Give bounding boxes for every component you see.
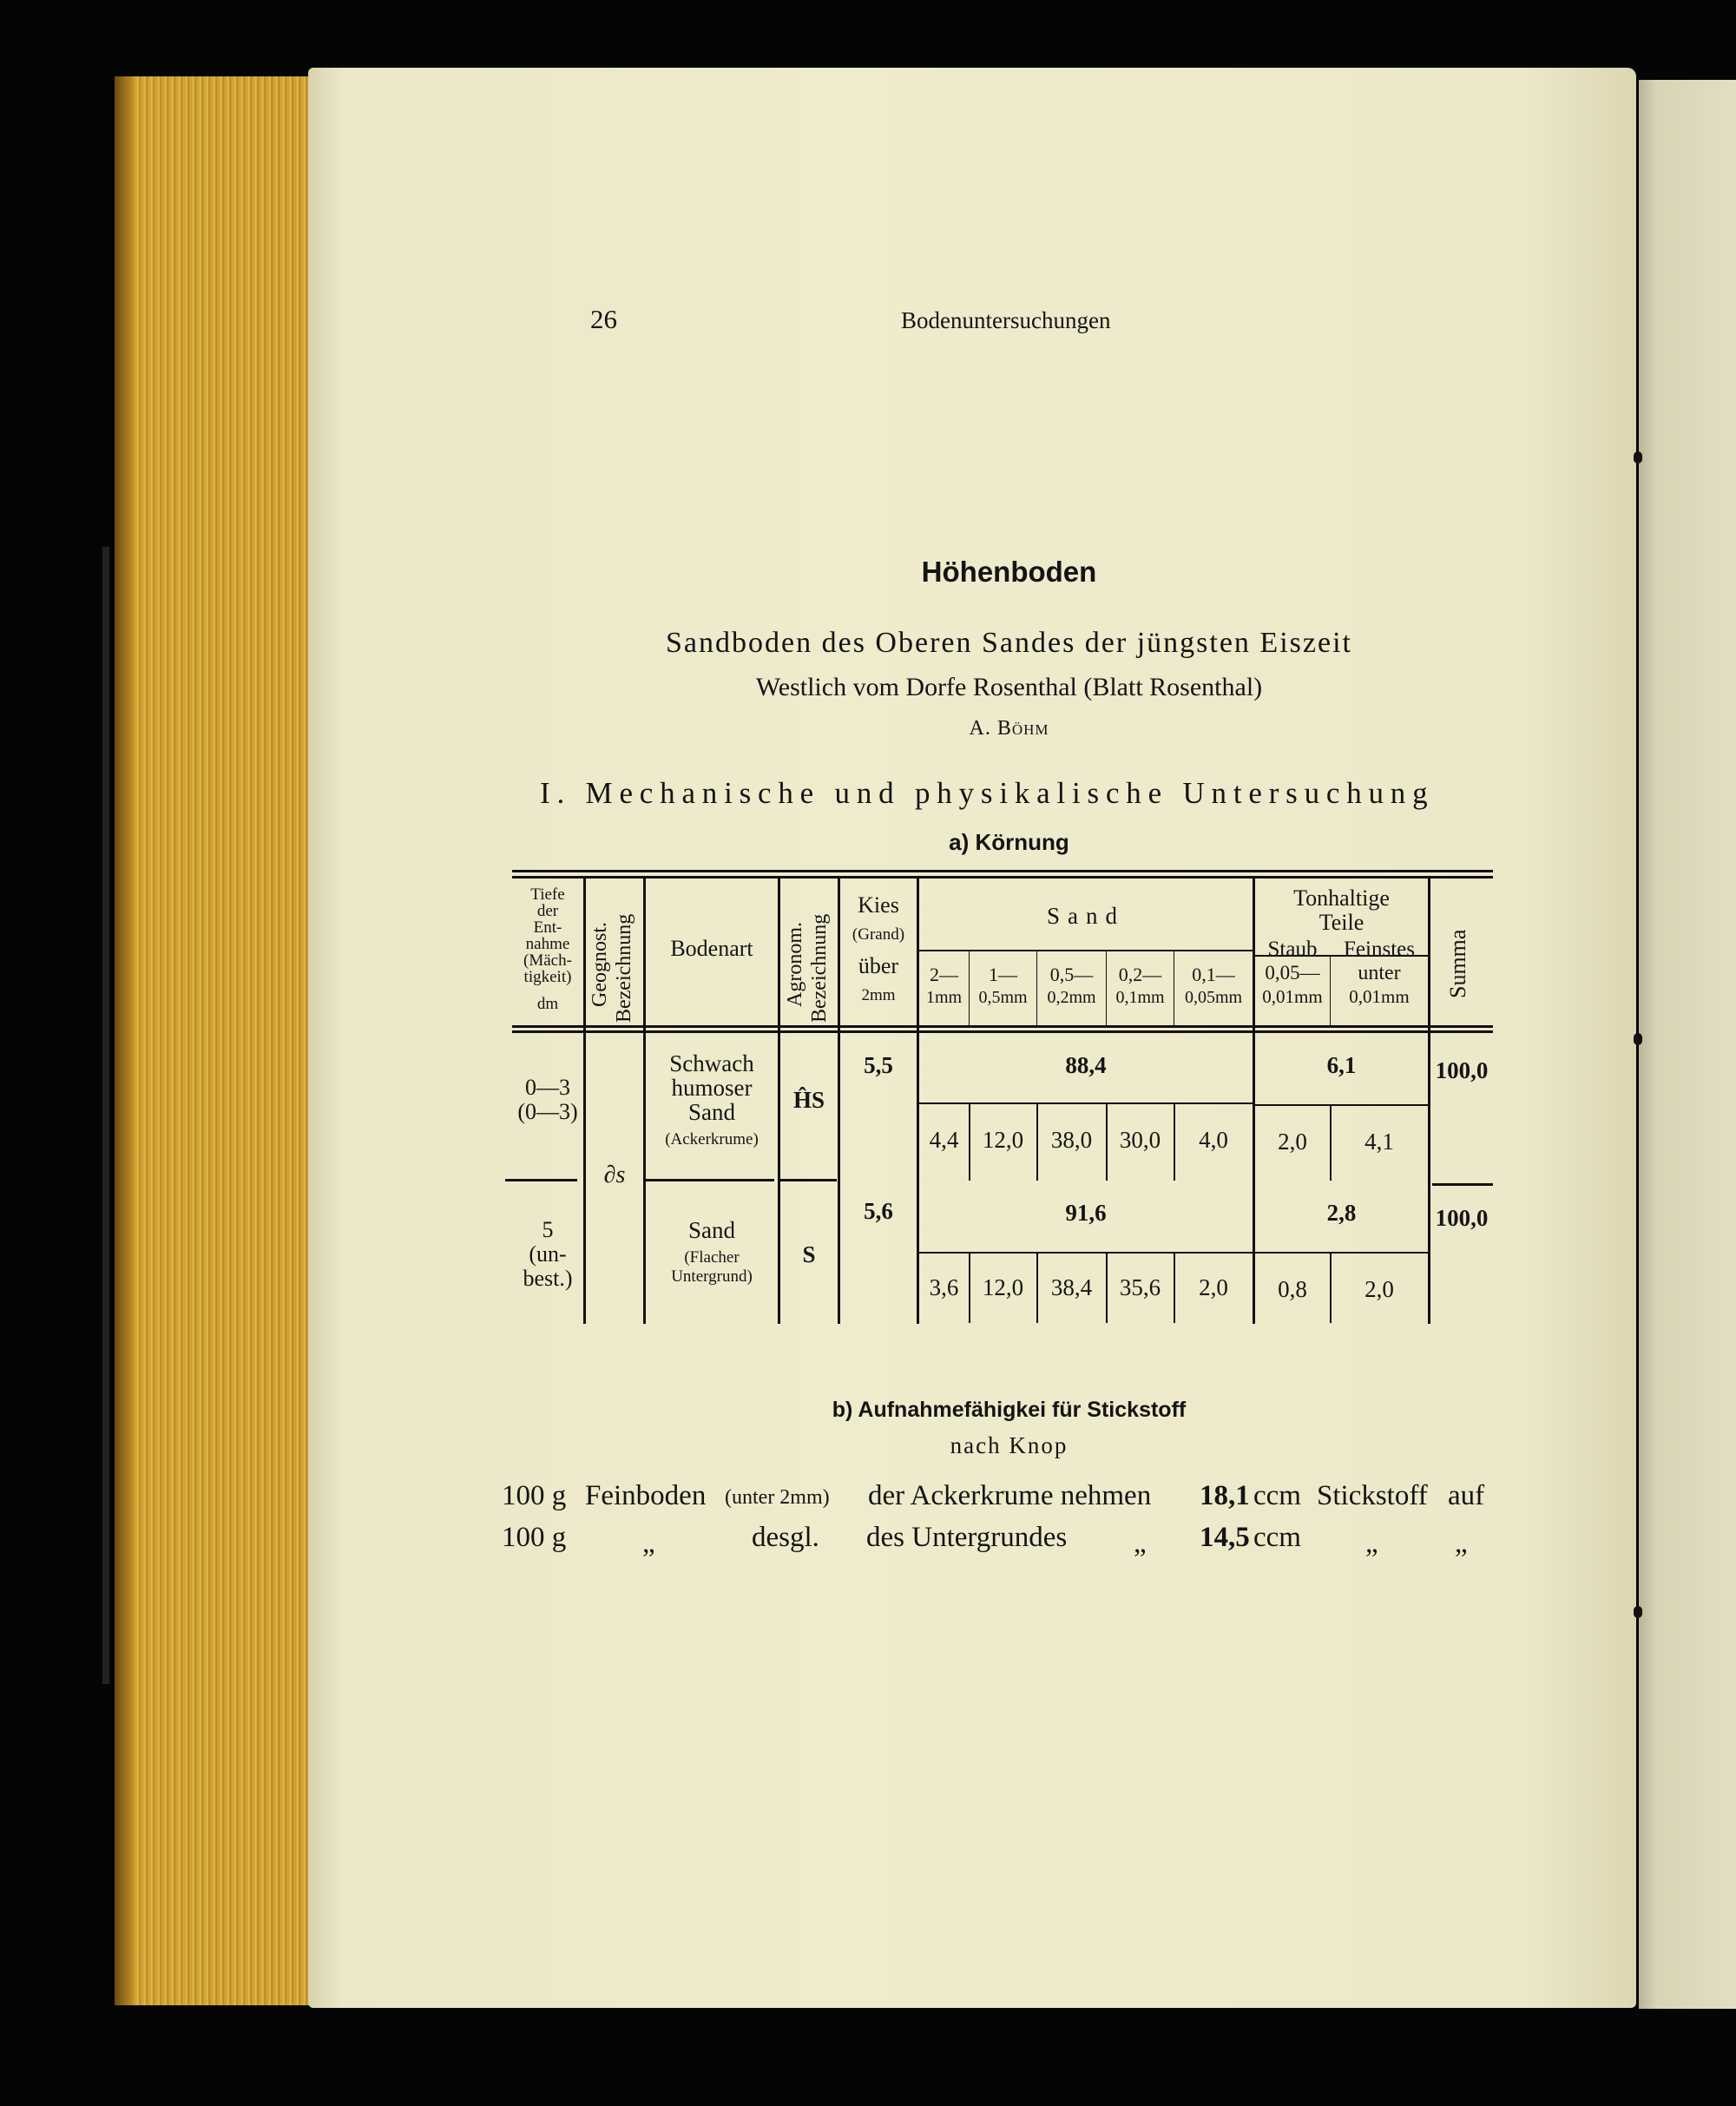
binding-hole	[1634, 1606, 1642, 1618]
facing-page-edge	[1639, 80, 1736, 2009]
geognost-value: ∂s	[603, 1162, 626, 1188]
location-line: Westlich vom Dorfe Rosenthal (Blatt Rosenthal)	[755, 673, 1263, 701]
header-agronom-2: Bezeichnung	[808, 913, 831, 1023]
book-page	[308, 68, 1636, 2008]
subsection-heading: a) Körnung	[949, 829, 1069, 855]
header-geognost: Geognost.	[589, 922, 611, 1007]
page-number: 26	[590, 304, 617, 334]
section-heading: I. Mechanische und physikalische Untersuchung	[540, 776, 1435, 810]
author-line: A. Böhm	[969, 717, 1049, 740]
header-agronom: Agronom.	[784, 922, 806, 1007]
running-title: Bodenuntersuchungen	[901, 307, 1111, 333]
page-title: Höhenboden	[921, 556, 1097, 588]
binding-hole	[1634, 1033, 1642, 1045]
header-sand: Sand	[1047, 903, 1125, 929]
header-geognost-2: Bezeichnung	[613, 913, 635, 1023]
subsection-b-note: nach Knop	[950, 1432, 1069, 1458]
header-bodenart: Bodenart	[670, 936, 753, 961]
subsection-b-heading: b) Aufnahmefähigkei für Stickstoff	[832, 1398, 1187, 1422]
header-summa: Summa	[1445, 929, 1470, 998]
binding-hole	[1634, 451, 1642, 464]
book-page-edges	[115, 76, 316, 2005]
subtitle: Sandboden des Oberen Sandes der jüngsten Eiszeit	[666, 627, 1352, 659]
